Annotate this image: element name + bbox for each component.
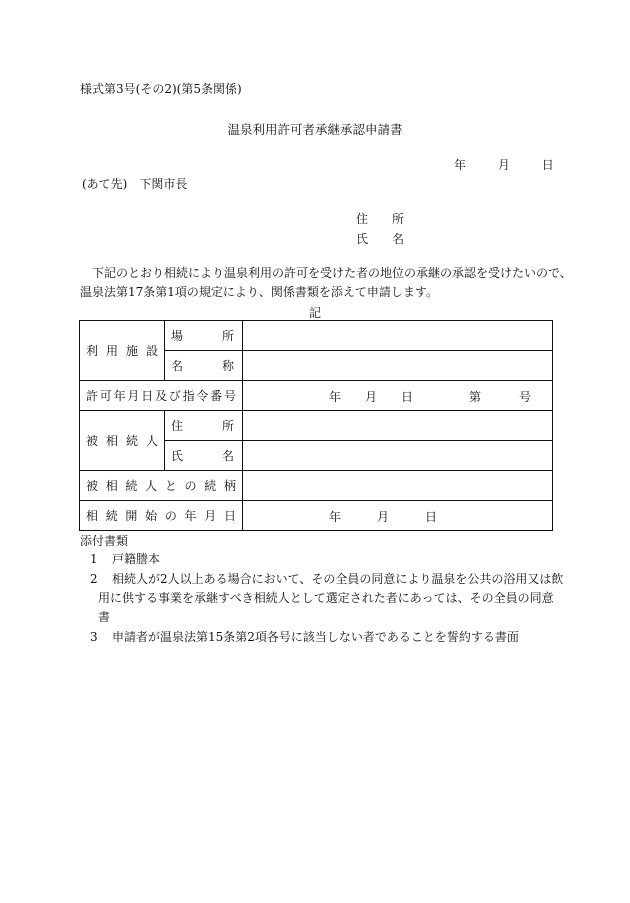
facility-name-label: 名称 bbox=[165, 351, 243, 381]
table-row bbox=[80, 471, 553, 501]
attachment-item-3 bbox=[80, 628, 519, 647]
decedent-address-label: 住所 bbox=[165, 411, 243, 441]
permit-value[interactable] bbox=[243, 381, 553, 411]
attachment-num: 3 bbox=[90, 630, 98, 644]
attachment-item-2-line-3: 書 bbox=[98, 610, 111, 624]
permit-go: 号 bbox=[519, 390, 532, 404]
table-row bbox=[80, 501, 553, 531]
attachment-num: 1 bbox=[90, 552, 98, 566]
start-date-value[interactable] bbox=[243, 501, 553, 531]
start-date-label: 相続開始の年月日 bbox=[80, 501, 243, 531]
table-row bbox=[80, 321, 553, 351]
date-line bbox=[454, 156, 554, 173]
body-line-1: 下記のとおり相続により温泉利用の許可を受けた者の地位の承継の承認を受けたいので、 bbox=[92, 266, 572, 280]
start-month: 月 bbox=[377, 510, 390, 524]
decedent-name-value[interactable] bbox=[243, 441, 553, 471]
facility-place-label: 場所 bbox=[165, 321, 243, 351]
attachment-item-2 bbox=[80, 570, 563, 589]
relationship-value[interactable] bbox=[243, 471, 553, 501]
decedent-address-value[interactable] bbox=[243, 411, 553, 441]
decedent-label: 被相続人 bbox=[80, 411, 165, 471]
addressee: (あて先) 下関市長 bbox=[82, 177, 188, 191]
attachment-item-1 bbox=[80, 550, 160, 569]
applicant-address-label: 住 所 bbox=[356, 212, 405, 226]
facility-label: 利用施設 bbox=[80, 321, 165, 381]
relationship-label: 被相続人との続柄 bbox=[80, 471, 243, 501]
document-title: 温泉利用許可者承継承認申請書 bbox=[227, 122, 403, 137]
date-day: 日 bbox=[541, 158, 554, 172]
permit-month: 月 bbox=[365, 390, 378, 404]
attachment-num: 2 bbox=[90, 572, 98, 586]
attachment-text: 申請者が温泉法第15条第2項各号に該当しない者であることを誓約する書面 bbox=[112, 630, 519, 644]
permit-dai: 第 bbox=[469, 390, 482, 404]
attachments-heading: 添付書類 bbox=[80, 534, 129, 548]
table-row bbox=[80, 411, 553, 441]
decedent-name-label: 氏名 bbox=[165, 441, 243, 471]
attachment-text: 相続人が2人以上ある場合において、その全員の同意により温泉を公共の浴用又は飲 bbox=[112, 572, 564, 586]
applicant-name-label: 氏 名 bbox=[356, 232, 405, 246]
attachment-item-2-line-2: 用に供する事業を承継すべき相続人として選定された者にあっては、その全員の同意 bbox=[98, 591, 554, 605]
permit-label: 許可年月日及び指令番号 bbox=[80, 381, 243, 411]
attachment-text: 戸籍謄本 bbox=[112, 552, 161, 566]
start-day: 日 bbox=[425, 510, 438, 524]
application-table bbox=[79, 320, 553, 531]
body-line-2: 温泉法第17条第1項の規定により、関係書類を添えて申請します。 bbox=[80, 285, 438, 299]
permit-year: 年 bbox=[329, 390, 342, 404]
facility-place-value[interactable] bbox=[243, 321, 553, 351]
form-number: 様式第3号(その2)(第5条関係) bbox=[80, 82, 242, 96]
ki-marker: 記 bbox=[308, 306, 321, 320]
facility-name-value[interactable] bbox=[243, 351, 553, 381]
date-year: 年 bbox=[454, 158, 467, 172]
date-month: 月 bbox=[497, 158, 510, 172]
table-row bbox=[80, 381, 553, 411]
permit-day: 日 bbox=[401, 390, 414, 404]
start-year: 年 bbox=[329, 510, 342, 524]
